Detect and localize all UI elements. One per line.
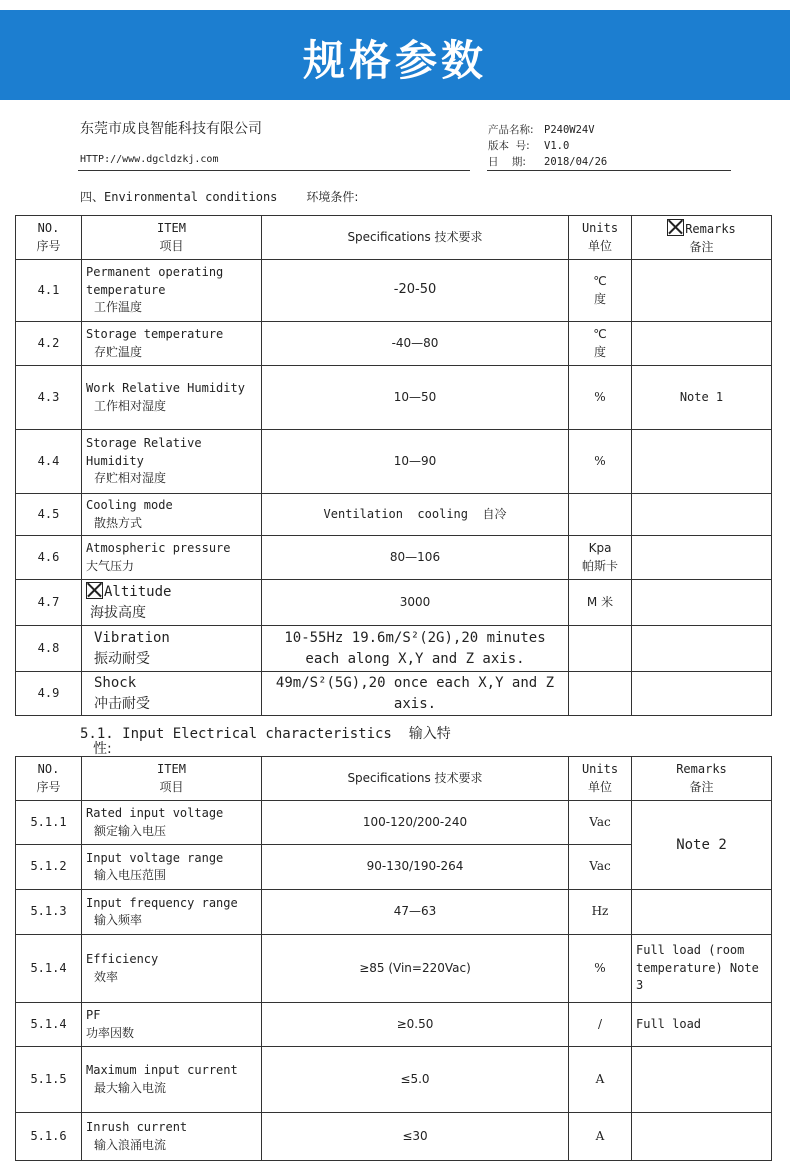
row-item: Work Relative Humidity 工作相对湿度 bbox=[82, 366, 262, 430]
input-electrical-table bbox=[15, 756, 772, 1161]
header-units: Units 单位 bbox=[569, 757, 632, 801]
row-no: 4.2 bbox=[16, 322, 82, 366]
date-label: 日 期: bbox=[488, 156, 526, 168]
header-remarks: Remarks 备注 bbox=[632, 216, 772, 260]
row-spec: 90-130/190-264 bbox=[262, 845, 569, 890]
header-no: NO. 序号 bbox=[16, 216, 82, 260]
row-no: 5.1.6 bbox=[16, 1113, 82, 1161]
row-no: 4.1 bbox=[16, 260, 82, 322]
row-unit bbox=[569, 672, 632, 716]
table-row bbox=[16, 580, 772, 626]
checkbox-crossed-icon bbox=[667, 219, 684, 236]
table-row bbox=[16, 1047, 772, 1113]
table-row bbox=[16, 801, 772, 845]
row-no: 5.1.2 bbox=[16, 845, 82, 890]
header-divider-left bbox=[78, 170, 470, 171]
row-remarks bbox=[632, 626, 772, 672]
table-row bbox=[16, 935, 772, 1003]
title-banner bbox=[0, 10, 790, 100]
table-header-row bbox=[16, 216, 772, 260]
row-unit: ℃ 度 bbox=[569, 260, 632, 322]
header-spec: Specifications 技术要求 bbox=[262, 757, 569, 801]
table-row bbox=[16, 890, 772, 935]
row-unit bbox=[569, 494, 632, 536]
row-item: Inrush current 输入浪涌电流 bbox=[82, 1113, 262, 1161]
row-no: 4.5 bbox=[16, 494, 82, 536]
section-4-title-en: 四、Environmental conditions bbox=[80, 190, 278, 204]
row-no: 4.6 bbox=[16, 536, 82, 580]
row-item: Atmospheric pressure 大气压力 bbox=[82, 536, 262, 580]
table-row bbox=[16, 672, 772, 716]
table-row bbox=[16, 626, 772, 672]
row-spec: ≥85 (Vin=220Vac) bbox=[262, 935, 569, 1003]
header-divider-right bbox=[487, 170, 731, 171]
row-unit: A bbox=[569, 1047, 632, 1113]
table-row bbox=[16, 494, 772, 536]
row-spec: 10—50 bbox=[262, 366, 569, 430]
row-remarks: Full load (room temperature) Note 3 bbox=[632, 935, 772, 1003]
row-spec: 47—63 bbox=[262, 890, 569, 935]
row-remarks: Note 2 bbox=[632, 801, 772, 890]
row-spec: 100-120/200-240 bbox=[262, 801, 569, 845]
row-item: Efficiency 效率 bbox=[82, 935, 262, 1003]
header-item: ITEM 项目 bbox=[82, 757, 262, 801]
row-remarks bbox=[632, 1047, 772, 1113]
row-unit: % bbox=[569, 430, 632, 494]
row-no: 5.1.5 bbox=[16, 1047, 82, 1113]
row-unit: ℃ 度 bbox=[569, 322, 632, 366]
date-value: 2018/04/26 bbox=[544, 156, 608, 168]
row-unit: A bbox=[569, 1113, 632, 1161]
row-unit bbox=[569, 626, 632, 672]
row-item: Altitude 海拔高度 bbox=[82, 580, 262, 626]
banner-title: 规格参数 bbox=[302, 36, 487, 85]
table-header-row bbox=[16, 757, 772, 801]
row-remarks bbox=[632, 536, 772, 580]
row-remarks bbox=[632, 494, 772, 536]
product-name-line bbox=[488, 122, 595, 137]
header-no: NO. 序号 bbox=[16, 757, 82, 801]
table-row bbox=[16, 322, 772, 366]
row-remarks bbox=[632, 260, 772, 322]
section-5-1-title-zh-cont: 性: bbox=[93, 741, 112, 757]
checkbox-crossed-icon bbox=[86, 582, 103, 599]
product-name-label: 产品名称: bbox=[488, 124, 534, 136]
header-spec: Specifications 技术要求 bbox=[262, 216, 569, 260]
table-row bbox=[16, 260, 772, 322]
row-no: 4.3 bbox=[16, 366, 82, 430]
row-item: Cooling mode 散热方式 bbox=[82, 494, 262, 536]
row-no: 4.8 bbox=[16, 626, 82, 672]
row-item: Storage temperature 存贮温度 bbox=[82, 322, 262, 366]
header-item: ITEM 项目 bbox=[82, 216, 262, 260]
row-item: Permanent operating temperature 工作温度 bbox=[82, 260, 262, 322]
section-5-1-title-zh: 输入特 bbox=[408, 726, 451, 742]
table-row bbox=[16, 430, 772, 494]
row-no: 5.1.4 bbox=[16, 935, 82, 1003]
section-4-title bbox=[80, 188, 358, 205]
row-item: PF 功率因数 bbox=[82, 1003, 262, 1047]
row-no: 5.1.4 bbox=[16, 1003, 82, 1047]
table-row bbox=[16, 536, 772, 580]
row-no: 5.1.3 bbox=[16, 890, 82, 935]
row-no: 4.9 bbox=[16, 672, 82, 716]
row-remarks: Note 1 bbox=[632, 366, 772, 430]
product-name-value: P240W24V bbox=[544, 124, 595, 136]
row-item: Storage Relative Humidity 存贮相对湿度 bbox=[82, 430, 262, 494]
table-row bbox=[16, 1003, 772, 1047]
version-line bbox=[488, 138, 569, 153]
row-item: Maximum input current 最大输入电流 bbox=[82, 1047, 262, 1113]
version-label: 版本 号: bbox=[488, 140, 530, 152]
row-unit: M 米 bbox=[569, 580, 632, 626]
table-row bbox=[16, 1113, 772, 1161]
company-name: 东莞市成良智能科技有限公司 bbox=[80, 121, 262, 137]
row-spec: ≤30 bbox=[262, 1113, 569, 1161]
row-no: 5.1.1 bbox=[16, 801, 82, 845]
company-url[interactable]: HTTP://www.dgcldzkj.com bbox=[80, 154, 219, 165]
row-remarks bbox=[632, 672, 772, 716]
row-unit: % bbox=[569, 935, 632, 1003]
table-row bbox=[16, 366, 772, 430]
row-spec: -40—80 bbox=[262, 322, 569, 366]
row-item: Input voltage range 输入电压范围 bbox=[82, 845, 262, 890]
row-unit: / bbox=[569, 1003, 632, 1047]
row-unit: % bbox=[569, 366, 632, 430]
row-spec: 49m/S²(5G),20 once each X,Y and Z axis. bbox=[262, 672, 569, 716]
row-spec: 80—106 bbox=[262, 536, 569, 580]
row-spec: ≤5.0 bbox=[262, 1047, 569, 1113]
row-remarks bbox=[632, 890, 772, 935]
header-units: Units 单位 bbox=[569, 216, 632, 260]
row-spec: ≥0.50 bbox=[262, 1003, 569, 1047]
row-item: Input frequency range 输入频率 bbox=[82, 890, 262, 935]
row-spec: 3000 bbox=[262, 580, 569, 626]
version-value: V1.0 bbox=[544, 140, 570, 152]
date-line bbox=[488, 154, 607, 169]
section-5-1-title bbox=[80, 726, 451, 757]
section-4-title-zh: 环境条件: bbox=[306, 190, 359, 204]
row-remarks: Full load bbox=[632, 1003, 772, 1047]
row-no: 4.7 bbox=[16, 580, 82, 626]
row-item: Vibration 振动耐受 bbox=[82, 626, 262, 672]
row-unit: Hz bbox=[569, 890, 632, 935]
row-remarks bbox=[632, 322, 772, 366]
row-item: Rated input voltage 额定输入电压 bbox=[82, 801, 262, 845]
row-remarks bbox=[632, 580, 772, 626]
row-spec: 10-55Hz 19.6m/S²(2G),20 minutes each along X,Y and Z axis. bbox=[262, 626, 569, 672]
row-unit: Vac bbox=[569, 801, 632, 845]
row-no: 4.4 bbox=[16, 430, 82, 494]
row-unit: Kpa 帕斯卡 bbox=[569, 536, 632, 580]
row-spec: -20-50 bbox=[262, 260, 569, 322]
row-spec: 10—90 bbox=[262, 430, 569, 494]
row-remarks bbox=[632, 1113, 772, 1161]
row-remarks bbox=[632, 430, 772, 494]
row-unit: Vac bbox=[569, 845, 632, 890]
header-remarks: Remarks 备注 bbox=[632, 757, 772, 801]
environmental-conditions-table bbox=[15, 215, 772, 716]
section-5-1-title-en: 5.1. Input Electrical characteristics bbox=[80, 726, 392, 742]
row-spec: Ventilation cooling 自冷 bbox=[262, 494, 569, 536]
row-item: Shock 冲击耐受 bbox=[82, 672, 262, 716]
